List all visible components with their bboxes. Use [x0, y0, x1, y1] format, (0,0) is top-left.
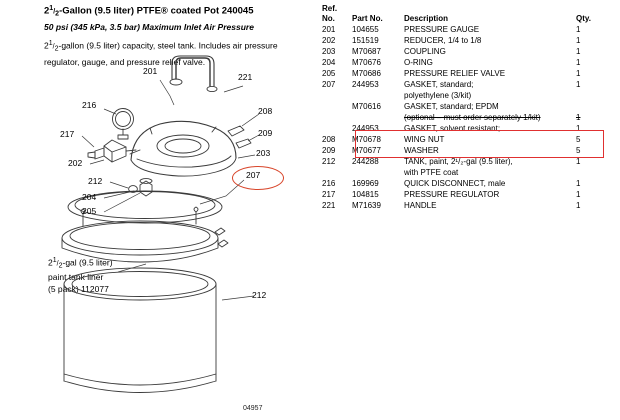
cell-part: 169969 [352, 179, 379, 188]
cell-qty: 1 [576, 190, 581, 199]
pot-lid-rim-inner [137, 156, 231, 167]
cell-desc: TANK, paint, 2¹/₂-gal (9.5 liter), [404, 157, 513, 166]
leader-207 [200, 180, 244, 204]
cell-part [352, 112, 404, 123]
cell-desc: REDUCER, 1/4 to 1/8 [404, 36, 482, 45]
leader-208 [242, 114, 259, 126]
cell-desc: PRESSURE RELIEF VALVE [404, 69, 506, 78]
cell-qty: 5 [576, 135, 581, 144]
cell-ref: 204 [322, 58, 336, 67]
table-row [322, 178, 602, 189]
cell-part: M70678 [352, 135, 381, 144]
cell-ref [322, 112, 352, 123]
leader-205 [104, 193, 140, 212]
handle-boss-right [207, 86, 217, 91]
parts-table-header-row [322, 4, 602, 24]
cell-part [352, 90, 404, 101]
liner-note-fraction-denominator: 2 [58, 262, 63, 270]
cell-ref: 202 [322, 36, 336, 45]
cell-ref: 207 [322, 80, 336, 89]
cell-qty: 1 [576, 80, 581, 89]
cell-qty: 1 [576, 69, 581, 78]
callout-207: 207 [246, 170, 261, 180]
cell-ref: 205 [322, 69, 336, 78]
quick-disconnect-body [95, 148, 104, 159]
cell-ref: 209 [322, 146, 336, 155]
callout-208: 208 [258, 106, 273, 116]
regulator-outlet-tube [126, 150, 136, 151]
handle-boss-left [170, 79, 182, 85]
parts-table [322, 4, 602, 211]
callout-204: 204 [82, 192, 97, 202]
parts-table-panel [322, 0, 620, 420]
callout-205: 205 [82, 206, 97, 216]
cell-qty: 5 [576, 146, 581, 155]
cell-qty: 1 [576, 201, 581, 210]
header-ref-no [322, 4, 352, 24]
leader-201 [160, 80, 174, 105]
wing-nut-right [194, 207, 198, 224]
table-row [322, 189, 602, 200]
cell-ref [322, 167, 352, 178]
cell-desc: with PTFE coat [404, 168, 459, 177]
heading-prefix: 2 [44, 5, 50, 17]
cell-part: 104815 [352, 190, 379, 199]
leader-212-upper [110, 182, 128, 188]
table-row [322, 156, 602, 167]
cell-ref [322, 123, 352, 134]
description-suffix: -gallon (9.5 liter) capacity, steel tank. Includes air pressure regulator, gauge, and pressure relief valve. [44, 40, 278, 67]
handle-part-outline [172, 56, 214, 86]
cell-part: M70687 [352, 47, 381, 56]
pressure-gauge-stem [118, 129, 128, 139]
description-fraction: $^1/_2$ [48, 39, 59, 53]
liner-note-fraction: $^1/_2$ [52, 256, 63, 270]
leader-221 [224, 86, 243, 92]
liner-note-line3: (5 pack) 112077 [48, 283, 109, 294]
description-fraction-numerator: 1 [48, 39, 53, 47]
cell-qty: 1 [576, 36, 581, 45]
heading-fraction-numerator: 1 [49, 4, 54, 12]
callout-209: 209 [258, 128, 273, 138]
clamp-ear-right [228, 126, 244, 136]
table-row [322, 112, 602, 123]
cell-ref: 216 [322, 179, 336, 188]
parts-table-head [322, 4, 602, 24]
pressure-gauge-face [116, 112, 131, 127]
cell-part: 104655 [352, 25, 379, 34]
cell-desc: GASKET, standard; [404, 80, 474, 89]
callout-201: 201 [143, 66, 158, 76]
table-row [322, 46, 602, 57]
cell-ref: 221 [322, 201, 336, 210]
table-row [322, 101, 602, 112]
tank-bottom [64, 381, 216, 393]
cell-desc: QUICK DISCONNECT, male [404, 179, 506, 188]
header-part-no: Part No. [352, 14, 383, 23]
header-ref-line2: No. [322, 14, 335, 23]
cell-part: M70616 [352, 102, 381, 111]
leader-212-lower [222, 296, 254, 300]
pot-lid-top-plate-inner [165, 139, 201, 153]
header-qty: Qty. [576, 14, 591, 23]
cell-qty: 1 [576, 124, 581, 133]
cell-part: M70686 [352, 69, 381, 78]
heading-suffix: -Gallon (9.5 liter) PTFE® coated Pot 240045 [59, 5, 254, 17]
table-row [322, 123, 602, 134]
table-row [322, 79, 602, 90]
header-description: Description [404, 14, 449, 23]
leader-217 [82, 136, 94, 147]
table-row [322, 134, 602, 145]
cell-qty: 1 [576, 58, 581, 67]
figure-number: 04957 [243, 405, 263, 412]
liner-note-prefix: 2 [48, 257, 53, 268]
cell-desc: (optional – must order separately 1/kit) [404, 113, 541, 122]
cell-qty: 1 [576, 113, 581, 122]
description-prefix: 2 [44, 40, 49, 51]
cell-qty: 1 [576, 47, 581, 56]
cell-part: M70677 [352, 146, 381, 155]
cell-desc: O-RING [404, 58, 433, 67]
liner-note-fraction-numerator: 1 [52, 256, 57, 264]
cell-part: 244288 [352, 157, 379, 166]
cell-part: M70676 [352, 58, 381, 67]
tank-collar-inner [70, 223, 210, 250]
leader-202 [90, 160, 104, 164]
liner-note-line1-suffix: -gal (9.5 liter) [62, 257, 113, 268]
cell-part: 151519 [352, 36, 379, 45]
cell-desc: GASKET, standard; EPDM [404, 102, 499, 111]
cell-desc: COUPLING [404, 47, 446, 56]
cell-qty [576, 167, 602, 178]
leader-216 [104, 109, 116, 114]
cell-qty: 1 [576, 157, 581, 166]
cell-ref: 201 [322, 25, 336, 34]
header-ref-line1: Ref. [322, 4, 338, 13]
cell-desc: PRESSURE GAUGE [404, 25, 480, 34]
table-row [322, 68, 602, 79]
pot-lid-dome [131, 121, 236, 160]
leader-203 [238, 155, 255, 158]
liner-note-line2: paint tank liner [48, 272, 104, 283]
wing-nut-right-lower [218, 240, 228, 247]
callout-212-lower: 212 [252, 290, 267, 300]
callout-216: 216 [82, 100, 97, 110]
cell-desc: GASKET, solvent resistant; [404, 124, 501, 133]
cell-ref: 217 [322, 190, 336, 199]
cell-part [352, 167, 404, 178]
callout-202: 202 [68, 158, 83, 168]
description-fraction-denominator: 2 [54, 45, 59, 53]
table-row [322, 200, 602, 211]
cell-ref: 208 [322, 135, 336, 144]
cell-part: 244953 [352, 80, 379, 89]
callout-203: 203 [256, 148, 271, 158]
callout-212-upper: 212 [88, 176, 103, 186]
tank-top-rim-inner [72, 272, 208, 297]
heading-fraction: $^1/_2$ [49, 4, 60, 18]
cell-ref: 203 [322, 47, 336, 56]
heading-fraction-denominator: 2 [55, 10, 60, 18]
table-row [322, 57, 602, 68]
cell-part: 244953 [352, 124, 379, 133]
cell-desc: PRESSURE REGULATOR [404, 190, 500, 199]
figure-subheading: 50 psi (345 kPa, 3.5 bar) Maximum Inlet Air Pressure [44, 22, 254, 32]
quick-disconnect-nipple [88, 152, 95, 158]
cell-part: M71639 [352, 201, 381, 210]
cell-desc: WING NUT [404, 135, 445, 144]
callout-217: 217 [60, 129, 75, 139]
cell-qty: 1 [576, 25, 581, 34]
cell-desc: WASHER [404, 146, 439, 155]
handle-part [176, 58, 210, 86]
cell-desc: HANDLE [404, 201, 437, 210]
table-row [322, 24, 602, 35]
tank-top-rim [64, 268, 216, 300]
tank-bottom-seam [64, 374, 216, 385]
cell-desc: polyethylene (3/kit) [404, 91, 472, 100]
table-row [322, 145, 602, 156]
table-row [322, 90, 602, 101]
cell-ref [322, 90, 352, 101]
cell-qty [576, 90, 602, 101]
table-row [322, 35, 602, 46]
pot-lid-ribs [150, 127, 216, 134]
cell-ref: 212 [322, 157, 336, 166]
callout-221: 221 [238, 72, 253, 82]
cell-ref [322, 101, 352, 112]
pressure-regulator-facets [104, 146, 126, 162]
cell-qty [576, 101, 602, 112]
parts-table-body [322, 24, 602, 211]
cell-qty: 1 [576, 179, 581, 188]
table-row [322, 167, 602, 178]
